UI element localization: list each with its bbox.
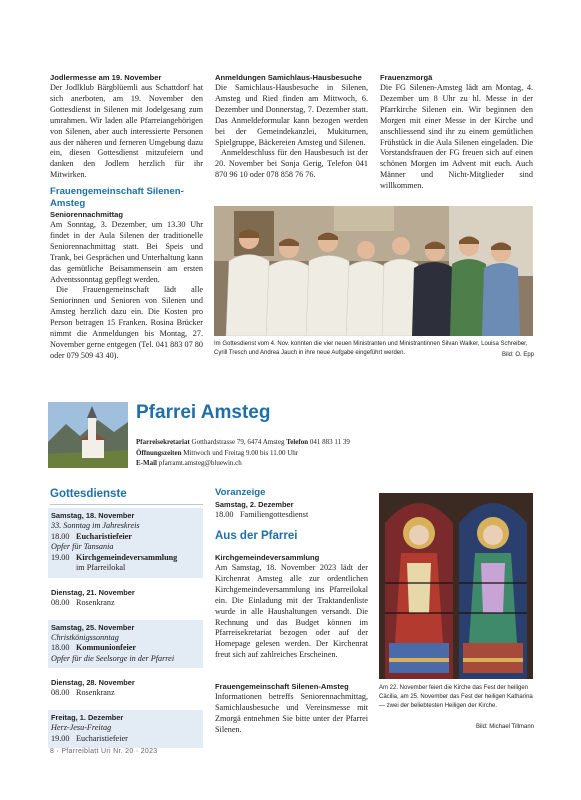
seniorennachmittag-text-1: Am Sonntag, 3. Dezember, um 13.30 Uhr findet in der Aula Silenen der traditionelle Seniorennachmittag statt. Bei Speis und Trank, bei Gesprächen und Unterhaltung kann das gemütliche Beisammensein am ersten Adventssonntag gepflegt werden. — [50, 220, 203, 284]
service-day — [48, 710, 203, 748]
service-line — [51, 654, 200, 665]
service-line — [51, 532, 200, 543]
seniorennachmittag-title: Seniorennachmittag — [50, 210, 123, 219]
fg-amsteg-title: Frauengemeinschaft Silenen-Amsteg — [215, 682, 349, 691]
service-gap — [48, 668, 203, 675]
sekretariat-address: Gotthardstrasse 79, 6474 Amsteg — [191, 438, 285, 446]
service-gap — [48, 703, 203, 710]
samichlaus-text-2: Anmeldeschluss für den Hausbesuch ist der 20. November bei Sonja Gerig, Telefon 041 870 96 10 oder 078 858 76 76. — [215, 148, 368, 180]
service-line — [51, 688, 200, 699]
service-text: Rosenkranz — [76, 597, 115, 607]
service-date: Dienstag, 21. November — [51, 587, 135, 597]
jodlermesse-article — [50, 73, 203, 181]
service-text: Kommunionfeier — [76, 643, 137, 653]
amsteg-sekretariat-line — [136, 437, 436, 448]
service-line — [51, 723, 200, 734]
service-time: 08.00 — [51, 688, 70, 698]
service-text: 33. Sonntag im Jahreskreis — [51, 521, 140, 530]
samichlaus-title: Anmeldungen Samichlaus-Hausbesuche — [215, 73, 362, 82]
service-day — [48, 675, 203, 703]
service-line — [51, 643, 200, 654]
service-line — [51, 734, 200, 745]
frauenzmorga-title: Frauenzmorgä — [380, 73, 433, 82]
oeffnung-label: Öffnungszeiten — [136, 448, 182, 457]
service-time: 19.00 — [51, 733, 70, 743]
seniorennachmittag-article — [50, 210, 203, 362]
aus-der-pfarrei-heading: Aus der Pfarrei — [215, 530, 298, 542]
sekretariat-label: Pfarreisekretariat — [136, 438, 190, 446]
ministranten-caption-box — [214, 340, 534, 360]
amsteg-oeffnung-line — [136, 448, 436, 459]
service-time: 08.00 — [51, 597, 70, 607]
service-line — [51, 633, 200, 644]
voranzeige-heading: Voranzeige — [215, 487, 266, 498]
service-day — [48, 620, 203, 669]
service-gap — [48, 613, 203, 620]
service-gap — [48, 578, 203, 585]
voranzeige-text: Familiengottesdienst — [240, 510, 309, 519]
amsteg-contact-info — [136, 437, 436, 469]
telefon-value: 041 883 11 39 — [309, 438, 350, 446]
amsteg-email-line — [136, 458, 436, 469]
stained-glass-credit: Bild: Michael Tillmann — [475, 724, 534, 730]
service-time: 19.00 — [51, 552, 70, 562]
stained-glass-caption-box — [379, 684, 534, 732]
voranzeige-time: 18.00 — [215, 510, 234, 519]
kgv-text: Am Samstag, 18. November 2023 lädt der Kirchenrat Amsteg alle zur ordentlichen Kirchgemeindeversammlung ins Pfarreilokal ein. Die Einladung mit der Traktandenliste wurde in alle Haushaltungen versandt. Die Rechnung und das Budget können im Pfarreisekretariat bezogen oder auf der Homepage gelesen werden. Der Kirchenrat freut sich auf zahlreiches Erscheinen. — [215, 563, 368, 660]
service-text: Eucharistiefeier — [76, 733, 128, 743]
service-text: Opfer für Tansania — [51, 542, 114, 552]
voranzeige-date: Samstag, 2. Dezember — [215, 500, 294, 509]
service-line — [51, 563, 200, 574]
fg-amsteg-text: Informationen betreffs Seniorennachmittag, Samichlausbesuche und Vereinsmesse mit Zmorgä entnehmen Sie bitte unter der Pfarrei Silenen. — [215, 692, 368, 734]
ministranten-caption: Im Gottesdienst vom 4. Nov. konnten die vier neuen Ministranten und Ministrantinnen Silvan Walker, Louisa Schreiber, Cyrill Tresch und Andrea Jauch in ihre neue Aufgabe eingeführt werden. — [214, 341, 528, 356]
service-line — [51, 553, 200, 564]
service-date: Samstag, 25. November — [51, 622, 135, 632]
service-line — [51, 598, 200, 609]
pfarrei-amsteg-title: Pfarrei Amsteg — [136, 402, 271, 423]
gottesdienste-rule — [50, 504, 203, 505]
service-text: im Pfarreilokal — [76, 563, 126, 573]
samichlaus-text-1: Die Samichlaus-Hausbesuche in Silenen, Amsteg und Ried finden am Mittwoch, 6. Dezember und Donnerstag, 7. Dezember statt. Das Anmeldeformular kann bezogen werden bei der Gemeindekanzlei, Mukiturnen, Spielgruppe, Bäckereien Amsteg und Silenen. — [215, 83, 368, 147]
page-footer: 8 · Pfarreiblatt Uri Nr. 20 · 2023 — [50, 748, 158, 755]
voranzeige-block — [215, 500, 368, 521]
email-label: E-Mail — [136, 459, 157, 467]
jodlermesse-text: Der Jodlklub Bärgblüemli aus Schattdorf hat sich anerboten, am 19. November den Gottesdienst in Silenen mit Jodelgesang zum umrahmen. Wir laden alle Pfarreiangehörigen von Silenen, aber auch interessierte Personen aus der näheren und ferneren Umgebung dazu ein, diesen Gottesdienst mitzufeiern und danken den Jodlern herzlich für ihr Mitwirken. — [50, 83, 203, 180]
kirchgemeindeversammlung-article — [215, 553, 368, 661]
service-text: Christkönigssonntag — [51, 632, 119, 642]
oeffnung-value: Mittwoch und Freitag 9.00 bis 11.00 Uhr — [183, 448, 299, 457]
gottesdienste-list — [48, 508, 203, 748]
seniorennachmittag-text-2: Die Frauengemeinschaft lädt alle Seniorinnen und Senioren von Silenen und Amsteg herzlich dazu ein. Die Kosten pro Person betragen 15 Franken. Rosina Brücker nimmt die Anmeldungen bis Montag, 27. November gerne entgegen (Tel. 041 883 07 80 oder 079 509 43 40). — [50, 285, 203, 360]
service-line — [51, 542, 200, 553]
service-day — [48, 508, 203, 578]
amsteg-church-photo — [48, 402, 128, 468]
service-date: Dienstag, 28. November — [51, 678, 135, 688]
service-text: Eucharistiefeier — [76, 531, 132, 541]
service-time: 18.00 — [51, 643, 70, 653]
fg-amsteg-article — [215, 682, 368, 736]
service-time: 18.00 — [51, 531, 70, 541]
kgv-title: Kirchgemeindeversammlung — [215, 553, 320, 562]
service-text: Herz-Jesu-Freitag — [51, 722, 112, 732]
samichlaus-article — [215, 73, 368, 181]
frauenzmorga-text: Die FG Silenen-Amsteg lädt am Montag, 4. Dezember um 8 Uhr zu hl. Messe in der Pfarrkirche Silenen ein. Wir beginnen den Morgen mit einer Messe in der Kirche und anschliessend sind ihr zu einem gemütlichen Frühstück in die Aula Silenen eingeladen. Die Vorstandsfrauen der FG freuen sich auf einen schönen Morgen im Advent mit euch. Auch Männer und Nicht-Mitglieder sind willkommen. — [380, 83, 533, 191]
jodlermesse-title: Jodlermesse am 19. November — [50, 73, 162, 82]
stained-glass-caption: Am 22. November feiert die Kirche das Fest der heiligen Cäcilia, am 25. November das Fest der heiligen Katharina — zwei der beliebtesten Heiligen der Kirche. — [379, 685, 533, 709]
frauengemeinschaft-heading: Frauengemeinschaft Silenen-Amsteg — [50, 186, 184, 209]
frauenzmorga-article — [380, 73, 533, 192]
email-value[interactable]: pfarramt.amsteg@bluewin.ch — [158, 459, 242, 467]
service-day — [48, 585, 203, 613]
service-text: Kirchgemeindeversammlung — [76, 552, 178, 562]
ministranten-credit: Bild: O. Epp — [501, 352, 534, 358]
service-text: Opfer für die Seelsorge in der Pfarrei — [51, 653, 175, 663]
stained-glass-photo — [379, 493, 533, 679]
service-line — [51, 521, 200, 532]
ministranten-photo — [214, 206, 533, 336]
service-text: Rosenkranz — [76, 688, 115, 698]
service-date: Freitag, 1. Dezember — [51, 712, 124, 722]
voranzeige-line — [215, 510, 368, 521]
telefon-label: Telefon — [286, 438, 309, 446]
gottesdienste-heading: Gottesdienste — [50, 488, 127, 500]
service-date: Samstag, 18. November — [51, 511, 135, 520]
